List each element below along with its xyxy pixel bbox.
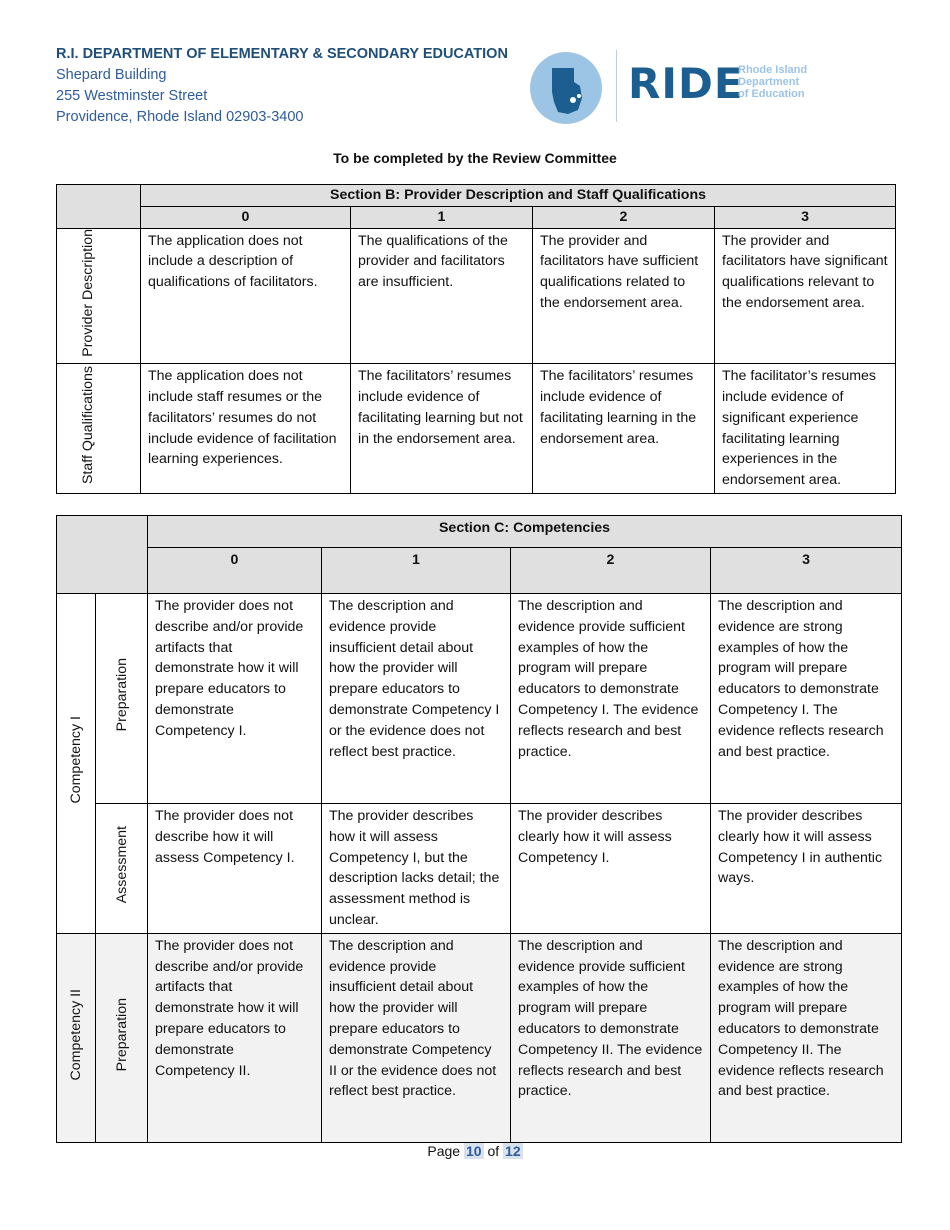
cell: The provider describes how it will assess Competency I, but the description lacks detail; the assessment method is unclear. bbox=[322, 804, 511, 934]
table-row bbox=[57, 364, 896, 494]
section-c-corner bbox=[57, 516, 148, 594]
cell: The qualifications of the provider and facilitators are insufficient. bbox=[351, 228, 533, 364]
rhode-island-map-icon bbox=[530, 52, 602, 124]
address-street: 255 Westminster Street bbox=[56, 88, 208, 104]
cell: The provider and facilitators have significant qualifications relevant to the endorsement area. bbox=[715, 228, 896, 364]
section-b-score-0: 0 bbox=[141, 206, 351, 228]
competency-1-label-text: Competency I bbox=[68, 716, 84, 804]
state-seal-icon bbox=[530, 52, 602, 124]
cell: The facilitators’ resumes include evidence of facilitating learning in the endorsement area. bbox=[533, 364, 715, 494]
cell: The provider does not describe and/or provide artifacts that demonstrate how it will prepare educators to demonstrate Competency I. bbox=[148, 594, 322, 804]
current-page-number: 10 bbox=[465, 1143, 482, 1159]
logo-wordmark: RIDE bbox=[628, 59, 744, 108]
competency-1-label bbox=[57, 594, 96, 934]
cell: The description and evidence provide insufficient detail about how the provider will prepare educators to demonstrate Competency I or the evidence does not reflect best practice. bbox=[322, 594, 511, 804]
address-city: Providence, Rhode Island 02903-3400 bbox=[56, 109, 304, 125]
section-b-score-1: 1 bbox=[351, 206, 533, 228]
section-c-title: Section C: Competencies bbox=[148, 516, 902, 548]
cell: The provider does not describe and/or provide artifacts that demonstrate how it will prepare educators to demonstrate Competency II. bbox=[148, 933, 322, 1142]
cell: The application does not include a description of qualifications of facilitators. bbox=[141, 228, 351, 364]
cell: The application does not include staff resumes or the facilitators’ resumes do not include evidence of facilitation learning experiences. bbox=[141, 364, 351, 494]
address-building: Shepard Building bbox=[56, 67, 167, 83]
logo-line-2: Department bbox=[738, 76, 800, 88]
section-b-score-2: 2 bbox=[533, 206, 715, 228]
page-footer bbox=[0, 1143, 950, 1159]
of-word: of bbox=[487, 1143, 500, 1159]
table-row bbox=[57, 228, 896, 364]
section-c-score-3: 3 bbox=[711, 548, 902, 594]
table-row bbox=[57, 594, 902, 804]
cell: The provider describes clearly how it will assess Competency I. bbox=[511, 804, 711, 934]
row-label-staff-qualifications bbox=[57, 364, 141, 494]
cell: The provider and facilitators have sufficient qualifications related to the endorsement area. bbox=[533, 228, 715, 364]
table-row bbox=[57, 933, 902, 1142]
ride-logo bbox=[530, 50, 830, 124]
competency-2-label-text: Competency II bbox=[68, 988, 84, 1081]
total-page-number: 12 bbox=[505, 1143, 521, 1159]
preparation-label-text: Preparation bbox=[113, 658, 130, 732]
cell: The description and evidence are strong examples of how the program will prepare educators to demonstrate Competency I. The evidence reflects research and best practice. bbox=[711, 594, 902, 804]
row-label-text: Provider Description bbox=[79, 228, 96, 357]
row-label-provider-description bbox=[57, 228, 141, 364]
section-b-score-3: 3 bbox=[715, 206, 896, 228]
section-b-table bbox=[56, 184, 896, 494]
preparation-label-text: Preparation bbox=[113, 997, 130, 1072]
cell: The facilitator’s resumes include evidence of significant experience facilitating learning experiences in the endorsement area. bbox=[715, 364, 896, 494]
page-title: To be completed by the Review Committee bbox=[333, 150, 617, 166]
org-name: R.I. DEPARTMENT OF ELEMENTARY & SECONDARY EDUCATION bbox=[56, 46, 508, 62]
cell: The description and evidence provide sufficient examples of how the program will prepare educators to demonstrate Competency I. The evidence reflects research and best practice. bbox=[511, 594, 711, 804]
row-label-text: Staff Qualifications bbox=[79, 366, 96, 485]
cell: The provider describes clearly how it will assess Competency I in authentic ways. bbox=[711, 804, 902, 934]
letterhead bbox=[56, 44, 508, 128]
page-word: Page bbox=[427, 1143, 461, 1159]
table-row bbox=[57, 804, 902, 934]
logo-line-3: of Education bbox=[738, 88, 805, 100]
cell: The facilitators’ resumes include evidence of facilitating learning but not in the endorsement area. bbox=[351, 364, 533, 494]
logo-divider bbox=[616, 50, 617, 122]
competency-2-preparation-label bbox=[96, 933, 148, 1142]
logo-line-1: Rhode Island bbox=[738, 64, 808, 76]
cell: The description and evidence are strong examples of how the program will prepare educators to demonstrate Competency II. The evidence reflects research and best practice. bbox=[711, 933, 902, 1142]
section-c-score-1: 1 bbox=[322, 548, 511, 594]
section-c-score-0: 0 bbox=[148, 548, 322, 594]
competency-1-assessment-label bbox=[96, 804, 148, 934]
assessment-label-text: Assessment bbox=[113, 826, 130, 904]
cell: The provider does not describe how it will assess Competency I. bbox=[148, 804, 322, 934]
section-c-score-2: 2 bbox=[511, 548, 711, 594]
competency-1-preparation-label bbox=[96, 594, 148, 804]
cell: The description and evidence provide sufficient examples of how the program will prepare educators to demonstrate Competency II. The evidence reflects research and best practice. bbox=[511, 933, 711, 1142]
logo-subtitle bbox=[738, 64, 807, 100]
section-b-title: Section B: Provider Description and Staff Qualifications bbox=[141, 185, 896, 207]
competency-2-label bbox=[57, 933, 96, 1142]
section-b-corner bbox=[57, 185, 141, 229]
section-c-table bbox=[56, 515, 902, 1143]
cell: The description and evidence provide insufficient detail about how the provider will prepare educators to demonstrate Competency II or the evidence does not reflect best practice. bbox=[322, 933, 511, 1142]
